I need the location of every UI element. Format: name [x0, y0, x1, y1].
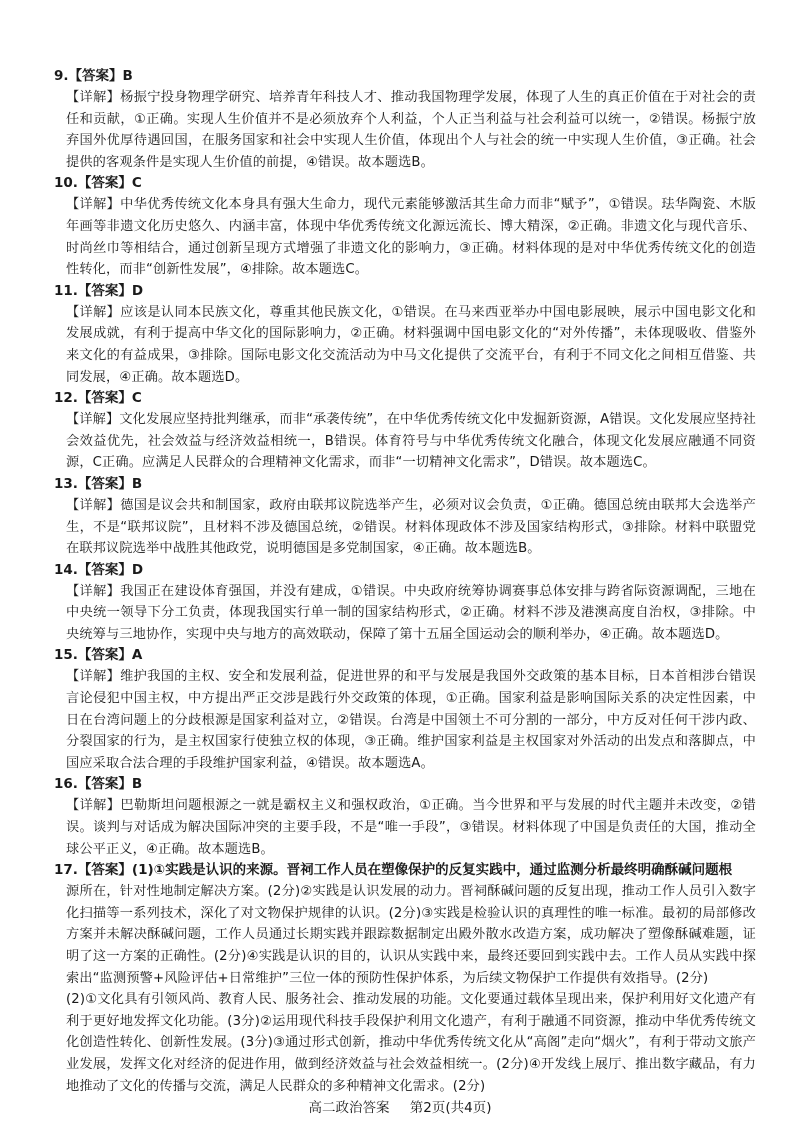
explanation-text: 【详解】应该是认同本民族文化，尊重其他民族文化，①错误。在马来西亚举办中国电影展映，展示中国电影文化和发展成就，有利于提高中华文化的国际影响力，②正确。材料强调中国电影文化的“对外传播”，未体现吸收、借鉴外来文化的有益成果，③排除。国际电影文化交流活动为中马文化提供了交流平台，有利于不同文化之间相互借鉴、共同发展，④正确。故本题选D。	[66, 304, 756, 385]
answer-heading: 16.【答案】B	[54, 776, 143, 793]
question-13	[54, 474, 756, 560]
footer-title: 高二政治答案	[308, 1100, 390, 1116]
question-10	[54, 173, 756, 280]
question-12	[54, 388, 757, 474]
answer-heading: 12.【答案】C	[54, 390, 142, 407]
answer-heading: 14.【答案】D	[54, 561, 144, 578]
answer-heading: 15.【答案】A	[54, 647, 143, 664]
page-number: 第2页(共4页)	[409, 1100, 492, 1116]
explanation-text: 【详解】巴勒斯坦问题根源之一就是霸权主义和强权政治，①正确。当今世界和平与发展的时代主题并未改变，②错误。谈判与对话成为解决国际冲突的主要手段，不是“唯一手段”，③错误。材料体现了中国是负责任的大国，推动全球公平正义，④正确。故本题选B。	[66, 798, 756, 857]
question-9	[54, 66, 756, 173]
question-14	[54, 560, 756, 646]
question-17	[54, 860, 756, 1097]
explanation-text: 【详解】德国是议会共和制国家，政府由联邦议院选举产生，必须对议会负责，①正确。德国总统由联邦大会选举产生，不是“联邦议院”，且材料不涉及德国总统，②错误。材料体现政体不涉及国家结构形式，③排除。材料中联盟党在联邦议院选举中战胜其他政党，说明德国是多党制国家，④正确。故本题选B。	[66, 497, 756, 557]
answer-heading: 11.【答案】D	[54, 282, 144, 299]
page-footer	[0, 1096, 800, 1116]
question-16	[54, 774, 756, 860]
explanation-text: 【详解】维护我国的主权、安全和发展利益，促进世界的和平与发展是我国外交政策的基本目标，日本首相涉台错误言论侵犯中国主权，中方提出严正交涉是践行外交政策的体现，①正确。国家利益是影响国际关系的决定性因素，中日在台湾问题上的分歧根源是国家利益对立，②错误。台湾是中国领土不可分割的一部分，中方反对任何干涉内政、分裂国家的行为，是主权国家行使独立权的体现，③正确。维护国家利益是主权国家对外活动的出发点和落脚点，中国应采取合法合理的手段维护国家利益，④错误。故本题选A。	[66, 669, 756, 771]
question-11	[54, 281, 756, 388]
explanation-text: 【详解】我国正在建设体育强国，并没有建成，①错误。中央政府统筹协调赛事总体安排与跨省际资源调配，三地在中央统一领导下分工负责，体现我国实行单一制的国家结构形式，②正确。材料不涉及港澳高度自治权，③排除。中央统筹与三地协作，实现中央与地方的高效联动，保障了第十五届全国运动会的顺利举办，④正确。故本题选D。	[66, 583, 756, 642]
explanation-text: 【详解】中华优秀传统文化本身具有强大生命力，现代元素能够激活其生命力而非“赋予”，①错误。珐华陶瓷、木版年画等非遗文化历史悠久、内涵丰富，体现中华优秀传统文化源远流长、博大精深，②正确。非遗文化与现代音乐、时尚丝巾等相结合，通过创新呈现方式增强了非遗文化的影响力，③正确。材料体现的是对中华优秀传统文化的创造性转化，而非“创新性发展”，④排除。故本题选C。	[66, 197, 756, 278]
explanation-text: 源所在，针对性地制定解决方案。(2分)②实践是认识发展的动力。晋祠酥碱问题的反复出现，推动工作人员引入数字化扫描等一系列技术，深化了对文物保护规律的认识。(2分)③实践是检验认识的真理性的唯一标准。最初的局部修改方案并未解决酥碱问题，工作人员通过长期实践并跟踪数据制定出殿外散水改造方案，成功解决了塑像酥碱难题，证明了这一方案的正确性。(2分)④实践是认识的目的，认识从实践中来，最终还要回到实践中去。工作人员从实践中探索出“监测预警+风险评估+日常维护”三位一体的预防性保护体系，为后续文物保护工作提供有效指导。(2分)	[66, 884, 756, 986]
answer-heading: 17.【答案】(1)①实践是认识的来源。晋祠工作人员在塑像保护的反复实践中，通过监测分析最终明确酥碱问题根	[54, 862, 733, 879]
explanation-text: 【详解】文化发展应坚持批判继承，而非“承袭传统”，在中华优秀传统文化中发掘新资源，A错误。文化发展应坚持社会效益优先，社会效益与经济效益相统一，B错误。体育符号与中华优秀传统文化融合，体现文化发展应融通不同资源，C正确。应满足人民群众的合理精神文化需求，而非“一切精神文化需求”，D错误。故本题选C。	[66, 412, 757, 471]
answer-heading: 13.【答案】B	[54, 475, 143, 492]
answer-heading: 9.【答案】B	[54, 68, 133, 84]
answer-heading: 10.【答案】C	[54, 175, 142, 192]
question-15	[54, 645, 756, 774]
explanation-text: 【详解】杨振宁投身物理学研究、培养青年科技人才、推动我国物理学发展，体现了人生的真正价值在于对社会的责任和贡献，①正确。实现人生价值并不是必须放弃个人利益，个人正当利益与社会利益可以统一，②错误。杨振宁放弃国外优厚待遇回国，在服务国家和社会中实现人生价值，体现出个人与社会的统一中实现人生价值，③正确。社会提供的客观条件是实现人生价值的前提，④错误。故本题选B。	[66, 90, 756, 170]
explanation-text: (2)①文化具有引领风尚、教育人民、服务社会、推动发展的功能。文化要通过载体呈现出来，保护利用好文化遗产有利于更好地发挥文化功能。(3分)②运用现代科技手段保护利用文化遗产，有利于融通不同资源，推动中华优秀传统文化创造性转化、创新性发展。(3分)③通过形式创新，推动中华优秀传统文化从“高阁”走向“烟火”，有利于带动文旅产业发展，发挥文化对经济的促进作用，做到经济效益与社会效益相统一。(2分)④开发线上展厅、推出数字藏品，有力地推动了文化的传播与交流，满足人民群众的多种精神文化需求。(2分)	[66, 992, 756, 1094]
